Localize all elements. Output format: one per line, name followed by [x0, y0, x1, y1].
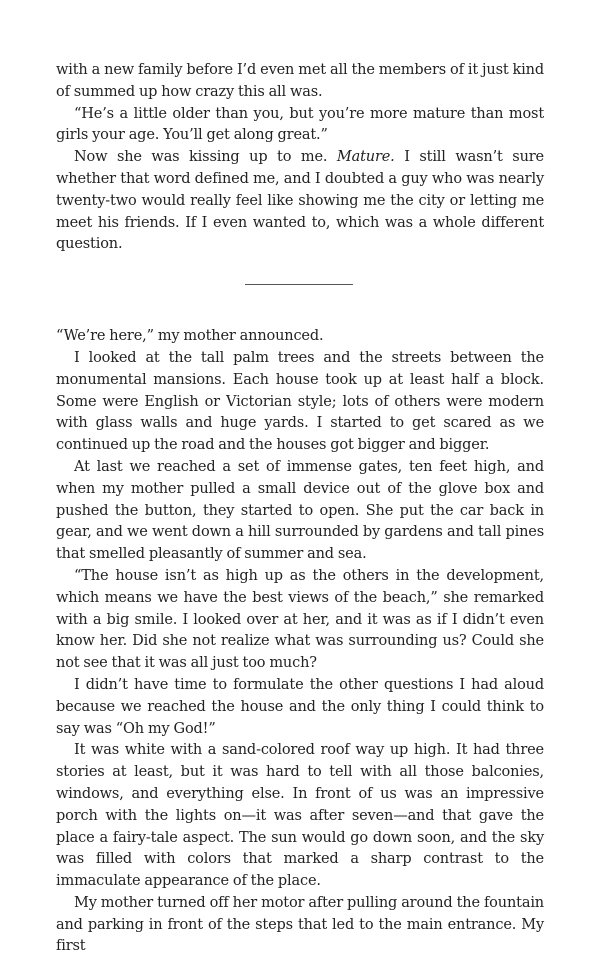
text-run: I still wasn’t sure whether that word defined me, and I doubted a guy who was nearly twenty-two would really feel like showing me the city or letting me meet his friends. If I even wanted to, which was a whole different question.: [56, 149, 544, 253]
paragraph-views: “The house isn’t as high up as the others in the development, which means we have the best views of the beach,” she remarked with a big smile. I looked over at her, and it was as if I didn’t even know her. Did she not realize what was surrounding us? Could she not see that it was all just too much?: [56, 567, 544, 672]
paragraph-dialogue: “He’s a little older than you, but you’re more mature than most girls your age. You’ll get along great.”: [56, 105, 544, 144]
paragraph-questions: I didn’t have time to formulate the other questions I had aloud because we reached the house and the only thing I could think to say was “Oh my God!”: [56, 676, 544, 737]
paragraph-house: It was white with a sand-colored roof way up high. It had three stories at least, but it was hard to tell with all those balconies, windows, and everything else. In front of us was an impressive porch with the lights on—it was after seven—and that gave the place a fairy-tale aspect. The sun would go down soon, and the sky was filled with colors that marked a sharp contrast to the immaculate appearance of the place.: [56, 742, 544, 890]
book-page: [56, 60, 544, 958]
section-break: [56, 256, 544, 316]
paragraph-gates: At last we reached a set of immense gates, ten feet high, and when my mother pulled a small device out of the glove box and pushed the button, they started to open. She put the car back in gear, and we went down a hill surrounded by gardens and tall pines that smelled pleasantly of summer and sea.: [56, 458, 544, 563]
paragraph-announcement: “We’re here,” my mother announced.: [56, 328, 324, 345]
emphasis-mature: Mature.: [336, 149, 395, 166]
section-divider: [245, 284, 353, 285]
paragraph-palm-trees: I looked at the tall palm trees and the streets between the monumental mansions. Each house took up at least half a block. Some were English or Victorian style; lots of others were modern with glass walls and huge yards. I started to get scared as we continued up the road and the houses got bigger and bigger.: [56, 349, 544, 454]
text-run: Now she was kissing up to me.: [74, 149, 337, 166]
paragraph-continuation: with a new family before I’d even met all the members of it just kind of summed up how crazy this all was.: [56, 62, 544, 100]
paragraph-mature: [56, 147, 544, 256]
paragraph-fountain: My mother turned off her motor after pulling around the fountain and parking in front of the steps that led to the main entrance. My first: [56, 894, 544, 955]
